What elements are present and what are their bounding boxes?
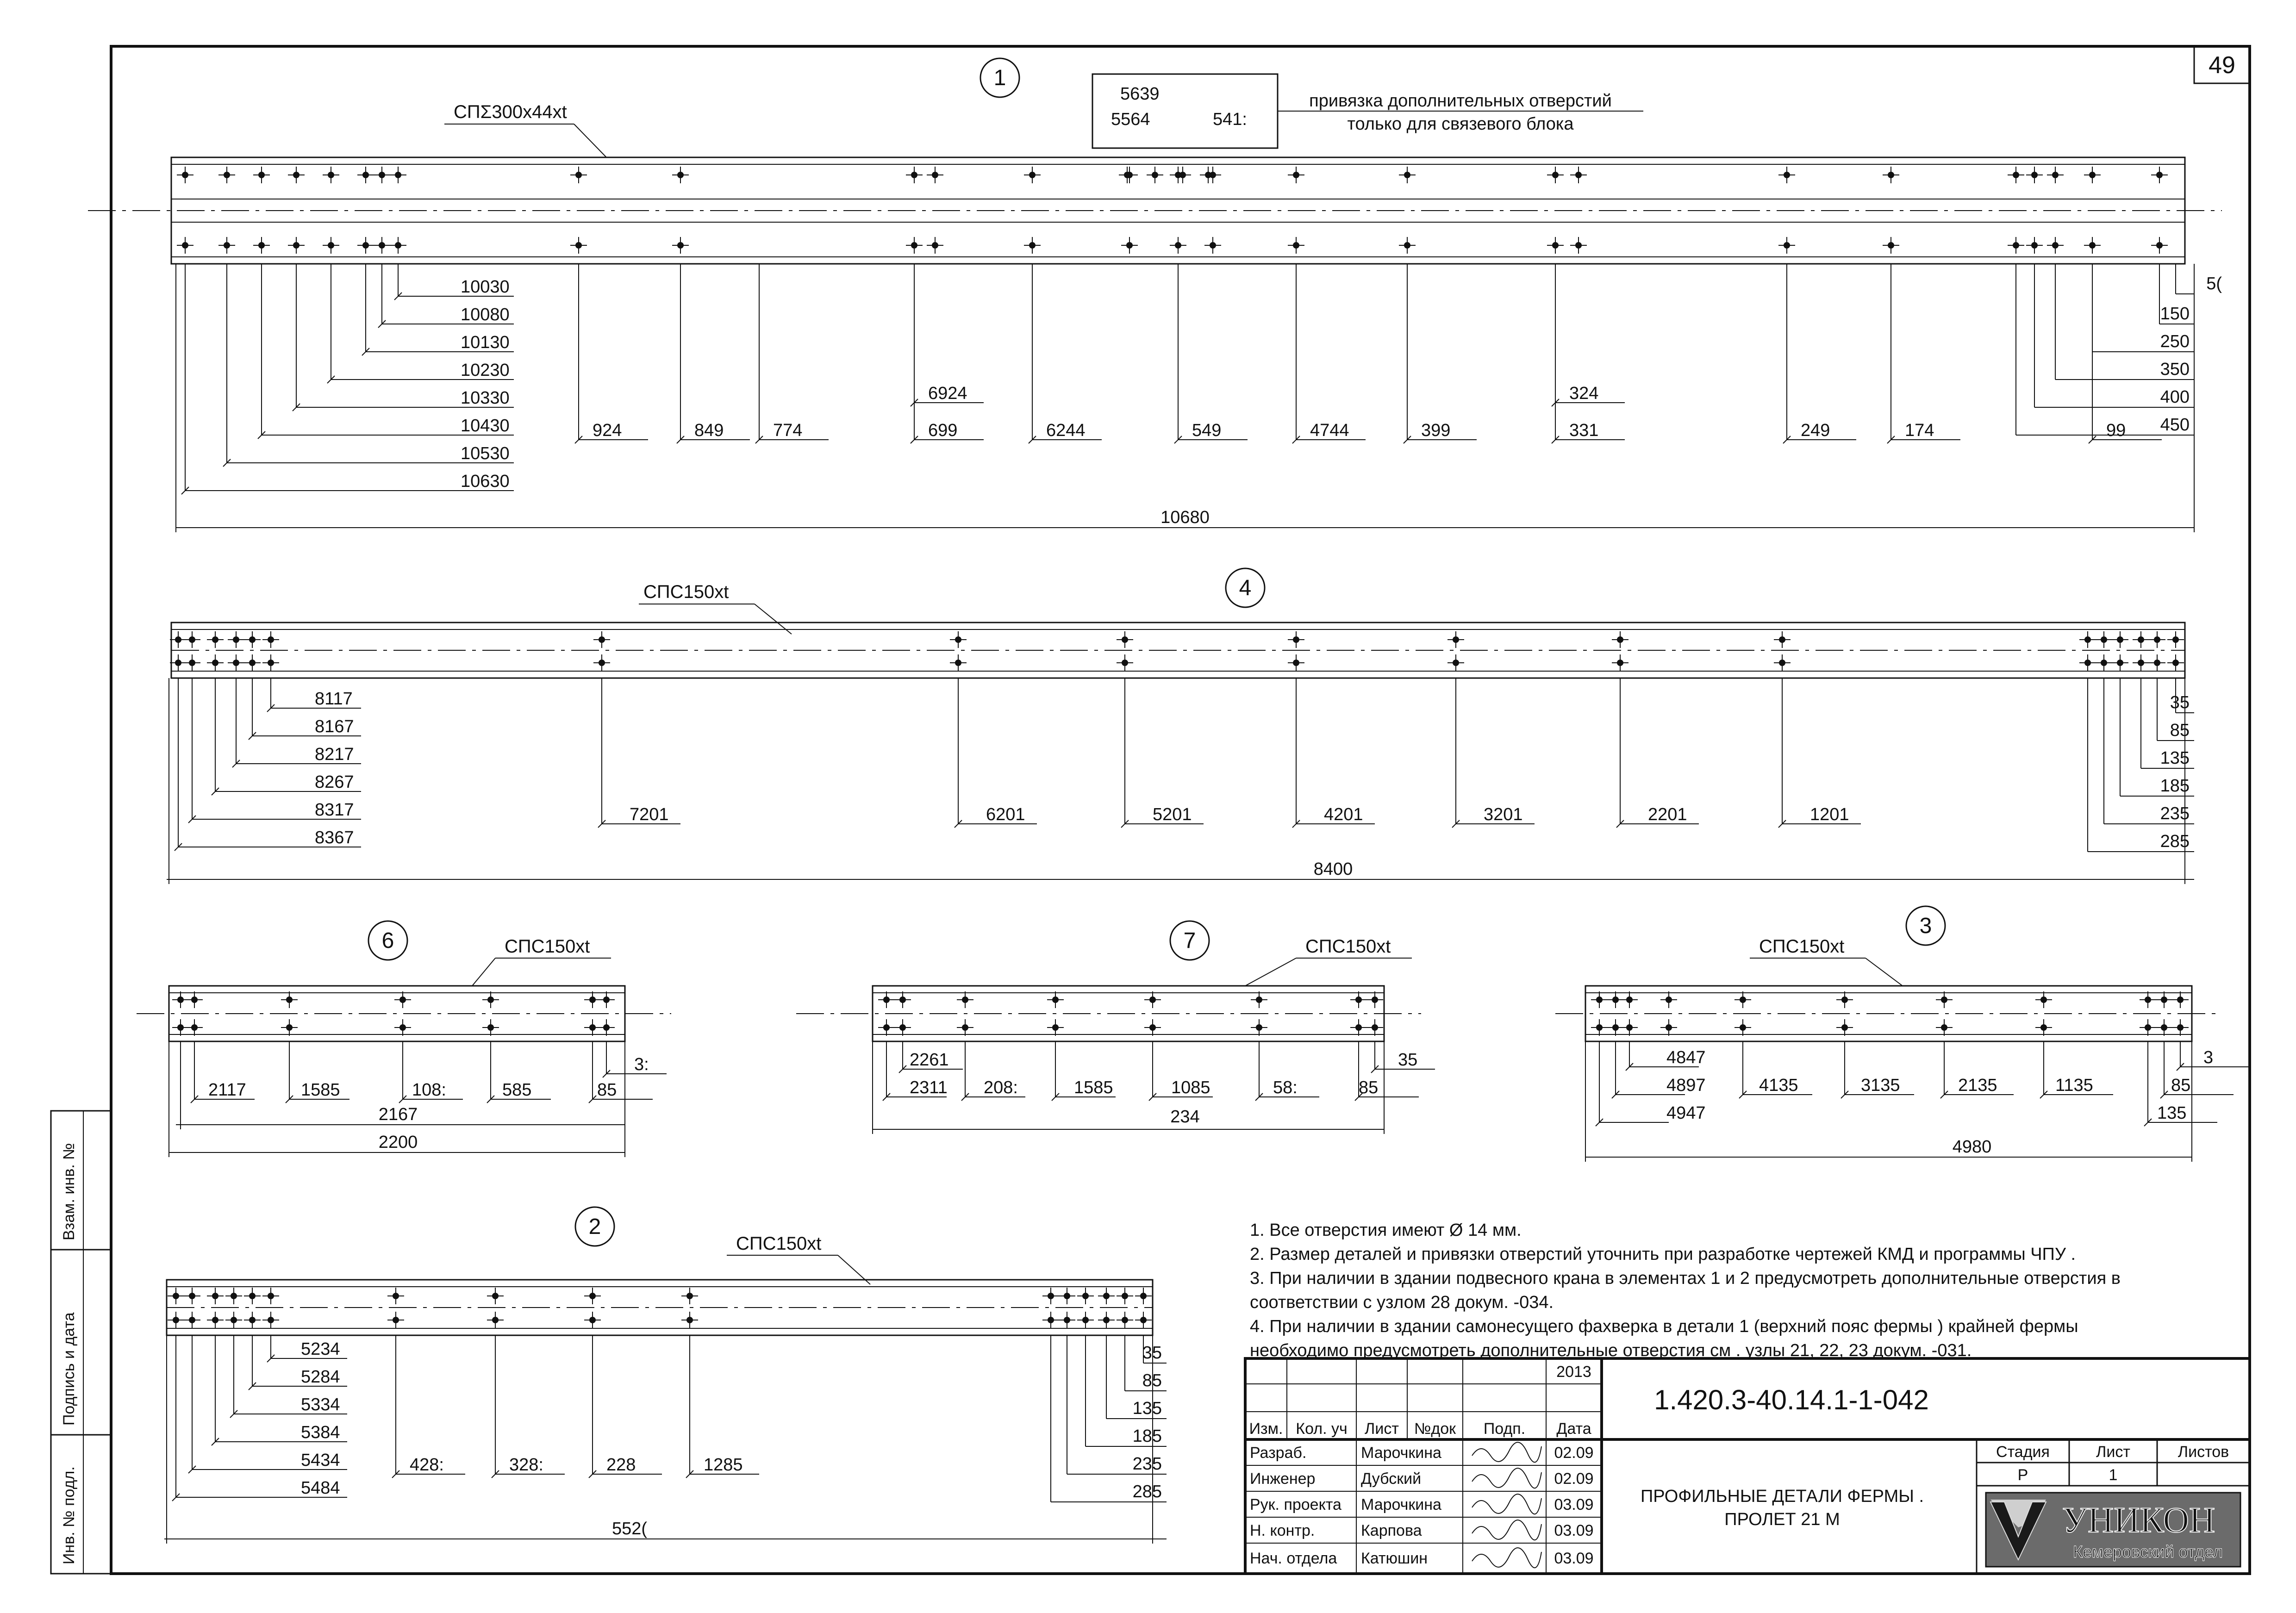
d4-right-dim-0: 35 (2170, 693, 2190, 712)
note-4-cont: необходимо предусмотреть дополнительные отверстия см . узлы 21, 22, 23 докум. -031. (1250, 1341, 1972, 1360)
d7-dim-0: 2261 (910, 1050, 949, 1070)
detail-2-profile: СПС150xt (736, 1233, 822, 1254)
d1-left-dim-5: 10430 (461, 416, 510, 436)
detail-6-marker: 6 (381, 928, 394, 953)
d1-left-dim-0: 10030 (461, 277, 510, 297)
tb-sheets-header: Листов (2177, 1443, 2229, 1461)
general-notes (1250, 1221, 2121, 1360)
tb-name-4: Катюшин (1361, 1550, 1428, 1567)
d1-mid-dim-11: 249 (1801, 421, 1830, 440)
d2-right-dim-3: 185 (1132, 1426, 1162, 1446)
signature-2 (1472, 1494, 1541, 1514)
signature-3 (1472, 1520, 1541, 1540)
d1-right-dim-3: 350 (2160, 360, 2190, 379)
detail-1 (88, 58, 2222, 532)
d2-right-dim-0: 35 (1142, 1343, 1162, 1363)
company-logo (1986, 1493, 2240, 1567)
detail-3-marker: 3 (1919, 914, 1932, 938)
tb-date-0: 02.09 (1554, 1444, 1594, 1462)
d3-dim-0: 4847 (1666, 1048, 1706, 1067)
tb-year: 2013 (1556, 1363, 1591, 1381)
d1-extra-dim-3: 541: (1213, 110, 1247, 129)
d6-dim-0: 2117 (208, 1080, 246, 1100)
tb-title-line-2: ПРОЛЕТ 21 М (1724, 1510, 1840, 1529)
d3-dim-9: 135 (2157, 1103, 2187, 1123)
detail-4-profile: СПС150xt (643, 582, 729, 602)
d4-mid-dim-5: 2201 (1648, 805, 1687, 824)
d1-note-line-1: привязка дополнительных отверстий (1309, 91, 1612, 111)
d6-dim-2: 108: (412, 1080, 446, 1100)
d1-mid-dim-6: 549 (1192, 421, 1222, 440)
signature-4 (1472, 1548, 1541, 1568)
d1-extra-dim-2: 5564 (1111, 110, 1150, 129)
tb-sheet: 1 (2109, 1466, 2118, 1484)
detail-2-mid-dims (392, 1335, 759, 1478)
detail-6-dims (169, 1041, 667, 1157)
tb-role-0: Разраб. (1250, 1444, 1307, 1462)
tb-name-1: Дубский (1361, 1470, 1422, 1488)
d1-note-line-2: только для связевого блока (1347, 114, 1574, 134)
d6-total: 2200 (378, 1133, 418, 1152)
d1-mid-dim-5: 6244 (1046, 421, 1086, 440)
tb-role-1: Инженер (1250, 1470, 1316, 1488)
d7-total: 234 (1170, 1107, 1200, 1127)
detail-1-mid-dims (575, 264, 2162, 443)
d7-dim-6: 85 (1359, 1078, 1379, 1097)
d2-right-dim-5: 285 (1132, 1482, 1162, 1501)
tb-name-3: Карпова (1361, 1522, 1422, 1539)
detail-4-mid-dims (598, 678, 1861, 828)
detail-7-profile: СПС150xt (1305, 936, 1391, 957)
d1-mid-dim-0: 924 (593, 421, 622, 440)
tb-drawing-code: 1.420.3-40.14.1-1-042 (1654, 1384, 1929, 1415)
d1-left-dim-3: 10230 (461, 361, 510, 380)
note-4: 4. При наличии в здании самонесущего фахверка в детали 1 (верхний пояс фермы ) крайней фермы (1250, 1317, 2078, 1336)
tb-date-1: 02.09 (1554, 1470, 1594, 1488)
d4-mid-dim-4: 3201 (1484, 805, 1523, 824)
tb-role-4: Нач. отдела (1250, 1550, 1337, 1567)
d1-left-dim-6: 10530 (461, 444, 510, 463)
tb-role-2: Рук. проекта (1250, 1496, 1341, 1513)
tb-header-3: №док (1414, 1420, 1456, 1438)
detail-1-profile: СПΣ300x44xt (454, 102, 567, 122)
d4-right-dim-1: 85 (2170, 721, 2190, 740)
d7-dim-5: 58: (1273, 1078, 1298, 1097)
detail-2 (164, 1207, 1167, 1544)
d4-left-dim-0: 8117 (315, 689, 353, 709)
d1-left-dim-4: 10330 (461, 388, 510, 408)
d4-mid-dim-6: 1201 (1810, 805, 1849, 824)
detail-2-left-dims (172, 1335, 347, 1501)
tb-headers (1249, 1420, 1591, 1438)
tb-role-3: Н. контр. (1250, 1522, 1315, 1539)
d4-left-dim-1: 8167 (315, 717, 354, 736)
detail-4-left-dims (175, 678, 361, 851)
d6-dim-5: 3: (634, 1055, 649, 1074)
detail-4 (167, 568, 2194, 884)
d7-dim-4: 1085 (1171, 1078, 1210, 1097)
signature-1 (1472, 1468, 1541, 1488)
detail-1-right-dims (2016, 264, 2222, 435)
d2-mid-dim-3: 1285 (704, 1455, 743, 1475)
d4-right-dim-3: 185 (2160, 776, 2190, 796)
d4-left-dim-2: 8217 (315, 745, 354, 764)
d1-total: 10680 (1160, 508, 1210, 527)
sheet-number-box (2194, 46, 2250, 83)
detail-6 (137, 921, 671, 1157)
tb-rows (1250, 1442, 1594, 1568)
d7-dim-2: 208: (984, 1078, 1018, 1097)
signature-0 (1472, 1442, 1541, 1462)
d3-dim-6: 1135 (2055, 1076, 2093, 1095)
d1-mid-dim-1: 849 (694, 421, 724, 440)
d1-left-dim-1: 10080 (461, 305, 510, 324)
tb-name-2: Марочкина (1361, 1496, 1441, 1513)
d2-left-dim-4: 5434 (301, 1451, 340, 1470)
d2-right-dim-2: 135 (1132, 1399, 1162, 1418)
d1-left-dim-2: 10130 (461, 333, 510, 352)
d3-total: 4980 (1952, 1137, 1992, 1157)
tb-header-2: Лист (1365, 1420, 1399, 1438)
d4-right-dim-4: 235 (2160, 804, 2190, 823)
d1-right-dim-4: 400 (2160, 387, 2190, 407)
d2-total: 552( (611, 1519, 648, 1538)
tb-stage: Р (2017, 1466, 2028, 1484)
d1-mid-dim-7: 4744 (1310, 421, 1349, 440)
d2-left-dim-5: 5484 (301, 1478, 340, 1498)
d2-left-dim-2: 5334 (301, 1395, 340, 1414)
d1-mid-dim-9: 324 (1569, 384, 1599, 403)
d1-mid-dim-4: 699 (928, 421, 958, 440)
d1-mid-dim-12: 174 (1905, 421, 1934, 440)
company-name: УНИКОН (2062, 1500, 2215, 1540)
tb-date-2: 03.09 (1554, 1496, 1594, 1513)
d3-dim-3: 4135 (1759, 1076, 1798, 1095)
d1-mid-dim-10: 331 (1569, 421, 1599, 440)
detail-6-profile: СПС150xt (505, 936, 590, 957)
d6-dim-1: 1585 (301, 1080, 340, 1100)
d4-left-dim-5: 8367 (315, 828, 354, 847)
d4-total: 8400 (1313, 859, 1353, 879)
d2-left-dim-3: 5384 (301, 1423, 340, 1442)
detail-3-profile: СПС150xt (1759, 936, 1845, 957)
d3-dim-1: 4897 (1666, 1076, 1706, 1095)
note-3: 3. При наличии в здании подвесного крана в элементах 1 и 2 предусмотреть дополнительные отверстия в (1250, 1269, 2121, 1288)
d4-right-dim-2: 135 (2160, 748, 2190, 768)
note-1: 1. Все отверстия имеют Ø 14 мм. (1250, 1221, 1522, 1240)
tb-title-line-1: ПРОФИЛЬНЫЕ ДЕТАЛИ ФЕРМЫ . (1640, 1487, 1924, 1506)
d7-dim-7: 35 (1398, 1050, 1418, 1070)
detail-7 (796, 921, 1435, 1134)
tb-date-3: 03.09 (1554, 1522, 1594, 1539)
d1-mid-dim-8: 399 (1421, 421, 1451, 440)
d1-mid-dim-3: 6924 (928, 384, 967, 403)
d7-dim-1: 2311 (910, 1078, 948, 1097)
detail-4-holes (170, 631, 2184, 671)
detail-3-dims (1585, 1041, 2250, 1162)
detail-4-right-dims (169, 678, 2194, 884)
note-2: 2. Размер деталей и привязки отверстий уточнить при разработке чертежей КМД и программы ЧПУ . (1250, 1245, 2076, 1264)
tb-header-4: Подп. (1483, 1420, 1526, 1438)
d1-left-dim-7: 10630 (461, 472, 510, 491)
sheet-number: 49 (2209, 52, 2235, 79)
tb-date-4: 03.09 (1554, 1550, 1594, 1567)
note-3-cont: соответствии с узлом 28 докум. -034. (1250, 1293, 1554, 1312)
d4-mid-dim-1: 6201 (986, 805, 1025, 824)
detail-7-marker: 7 (1183, 928, 1196, 953)
tb-stage-header: Стадия (1996, 1443, 2050, 1461)
tb-sheet-header: Лист (2096, 1443, 2130, 1461)
detail-7-dims (873, 1041, 1435, 1134)
d4-mid-dim-3: 4201 (1324, 805, 1363, 824)
d1-right-dim-1: 150 (2160, 304, 2190, 324)
d6-dim-4: 85 (597, 1080, 617, 1100)
d4-left-dim-3: 8267 (315, 772, 354, 792)
stamp-signature-date: Подпись и дата (60, 1312, 78, 1426)
d1-right-dim-0: 5( (2206, 274, 2222, 293)
d2-mid-dim-2: 228 (606, 1455, 636, 1475)
tb-header-0: Изм. (1249, 1420, 1283, 1438)
d1-extra-dim-1: 5639 (1120, 84, 1160, 104)
detail-4-marker: 4 (1239, 576, 1252, 600)
d3-dim-5: 2135 (1958, 1076, 1997, 1095)
detail-1-marker: 1 (993, 66, 1006, 90)
d6-dim-3: 585 (502, 1080, 532, 1100)
detail-3 (1555, 906, 2250, 1162)
d2-mid-dim-1: 328: (509, 1455, 543, 1475)
tb-name-0: Марочкина (1361, 1444, 1441, 1462)
d1-right-dim-5: 450 (2160, 415, 2190, 435)
d2-left-dim-1: 5284 (301, 1367, 340, 1387)
stamp-vzam-inv: Взам. инв. № (60, 1143, 78, 1240)
d4-right-dim-5: 285 (2160, 832, 2190, 851)
d3-dim-2: 4947 (1666, 1103, 1706, 1123)
d4-left-dim-4: 8317 (315, 800, 354, 820)
d3-dim-4: 3135 (1861, 1076, 1900, 1095)
d7-dim-3: 1585 (1074, 1078, 1113, 1097)
d1-mid-dim-13: 99 (2106, 421, 2126, 440)
d4-mid-dim-0: 7201 (630, 805, 669, 824)
left-stamp (51, 1111, 111, 1574)
tb-header-1: Кол. уч (1296, 1420, 1348, 1438)
d6-sub: 2167 (378, 1105, 418, 1124)
title-block (1245, 1358, 2250, 1574)
d1-mid-dim-2: 774 (773, 421, 803, 440)
detail-2-marker: 2 (588, 1214, 601, 1239)
d1-right-dim-2: 250 (2160, 332, 2190, 351)
stamp-inv-podl: Инв. № подл. (60, 1466, 78, 1564)
company-sub: Кемеровский отдел (2073, 1542, 2223, 1561)
d2-mid-dim-0: 428: (410, 1455, 444, 1475)
d3-dim-8: 85 (2171, 1076, 2191, 1095)
d2-left-dim-0: 5234 (301, 1339, 340, 1359)
d4-mid-dim-2: 5201 (1153, 805, 1192, 824)
d2-right-dim-4: 235 (1132, 1454, 1162, 1474)
tb-header-5: Дата (1556, 1420, 1591, 1438)
d2-right-dim-1: 85 (1142, 1371, 1162, 1390)
d3-dim-7: 3 (2203, 1048, 2214, 1067)
